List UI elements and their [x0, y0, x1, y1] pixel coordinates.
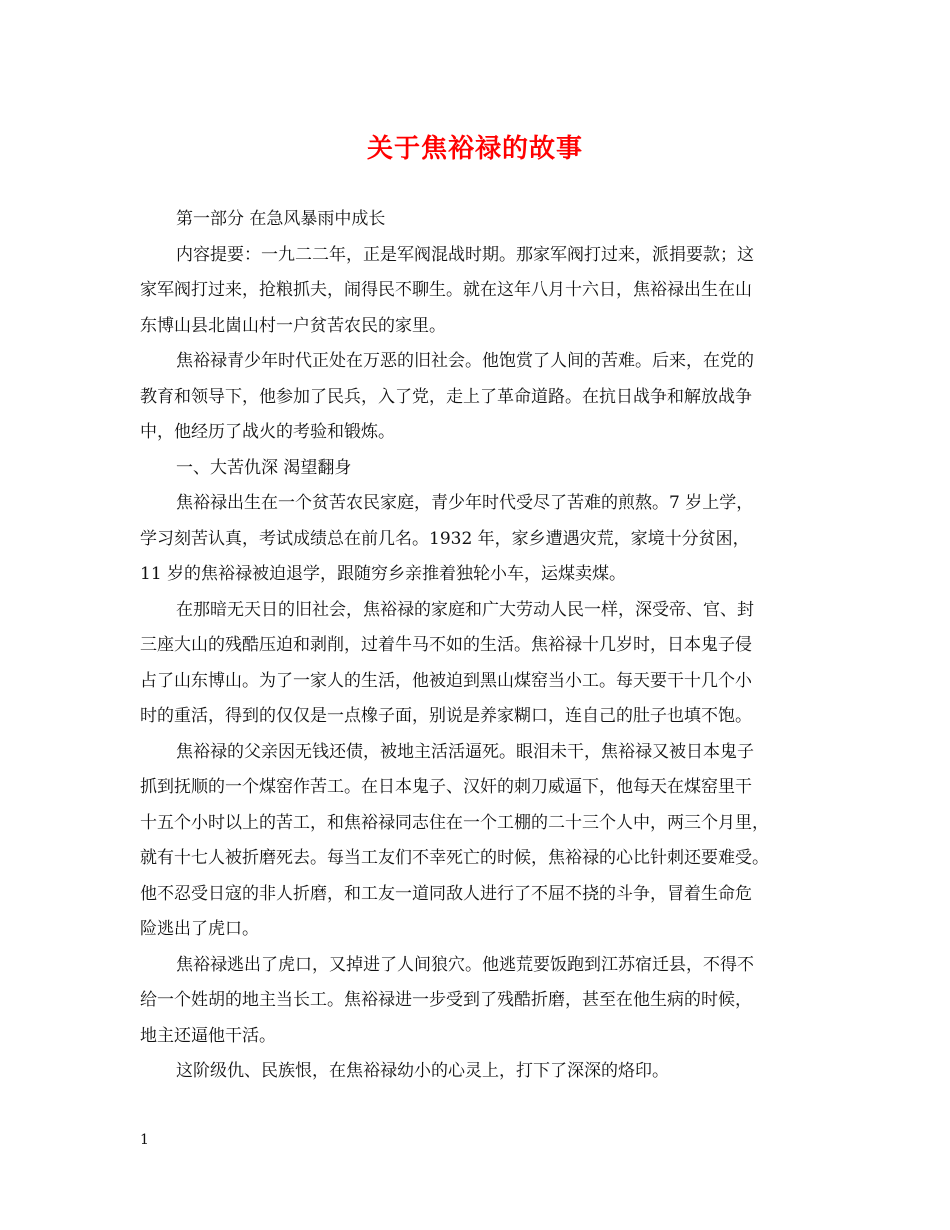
text-line: 抓到抚顺的一个煤窑作苦工。在日本鬼子、汉奸的刺刀威逼下，他每天在煤窑里干 [140, 777, 752, 797]
text-line: 就有十七人被折磨死去。每当工友们不幸死亡的时候，焦裕禄的心比针刺还要难受。 [140, 848, 769, 868]
text-line: 三座大山的残酷压迫和剥削，过着牛马不如的生活。焦裕禄十几岁时，日本鬼子侵 [140, 635, 752, 655]
text-line: 教育和领导下，他参加了民兵，入了党，走上了革命道路。在抗日战争和解放战争 [140, 386, 752, 407]
text-line: 他不忍受日寇的非人折磨，和工友一道同敌人进行了不屈不挠的斗争，冒着生命危 [140, 883, 752, 904]
text-line: 时的重活，得到的仅仅是一点橡子面，别说是养家糊口，连自己的肚子也填不饱。 [140, 706, 752, 726]
text-line: 11 岁的焦裕禄被迫退学，跟随穷乡亲推着独轮小车，运煤卖煤。 [140, 564, 627, 584]
document-body [140, 202, 822, 1090]
text-line: 这阶级仇、民族恨，在焦裕禄幼小的心灵上，打下了深深的烙印。 [176, 1061, 669, 1081]
text-line: 给一个姓胡的地主当长工。焦裕禄进一步受到了残酷折磨，甚至在他生病的时候， [140, 990, 752, 1010]
page-number: 1 [140, 1132, 149, 1148]
text-line: 地主还逼他干活。 [140, 1025, 276, 1046]
text-line: 第一部分 在急风暴雨中成长 [176, 209, 386, 229]
text-line: 焦裕禄逃出了虎口，又掉进了人间狼穴。他逃荒要饭跑到江苏宿迁县，不得不 [176, 954, 754, 975]
text-line: 焦裕禄的父亲因无钱还债，被地主活活逼死。眼泪未干，焦裕禄又被日本鬼子 [176, 741, 754, 762]
page-title: 关于焦裕禄的故事 [366, 134, 583, 164]
text-line: 一、大苦仇深 渴望翻身 [176, 457, 352, 478]
text-line: 家军阀打过来，抢粮抓夫，闹得民不聊生。就在这年八月十六日，焦裕禄出生在山 [140, 280, 752, 300]
text-line: 占了山东博山。为了一家人的生活，他被迫到黑山煤窑当小工。每天要干十几个小 [140, 670, 752, 691]
text-line: 焦裕禄青少年时代正处在万恶的旧社会。他饱赏了人间的苦难。后来，在党的 [176, 351, 754, 371]
text-line: 十五个小时以上的苦工，和焦裕禄同志住在一个工棚的二十三个人中，两三个月里， [140, 812, 769, 833]
text-line: 内容提要：一九二二年，正是军阀混战时期。那家军阀打过来，派捐要款；这 [176, 244, 754, 265]
text-line: 中，他经历了战火的考验和锻炼。 [140, 422, 395, 442]
text-line: 学习刻苦认真，考试成绩总在前几名。1932 年，家乡遭遇灾荒，家境十分贫困， [140, 528, 750, 549]
text-line: 焦裕禄出生在一个贫苦农民家庭，青少年时代受尽了苦难的煎熬。7 岁上学， [176, 493, 754, 513]
text-line: 在那暗无天日的旧社会，焦裕禄的家庭和广大劳动人民一样，深受帝、官、封 [176, 599, 754, 620]
text-line: 险逃出了虎口。 [140, 919, 259, 939]
text-line: 东博山县北崮山村一户贫苦农民的家里。 [140, 315, 446, 336]
